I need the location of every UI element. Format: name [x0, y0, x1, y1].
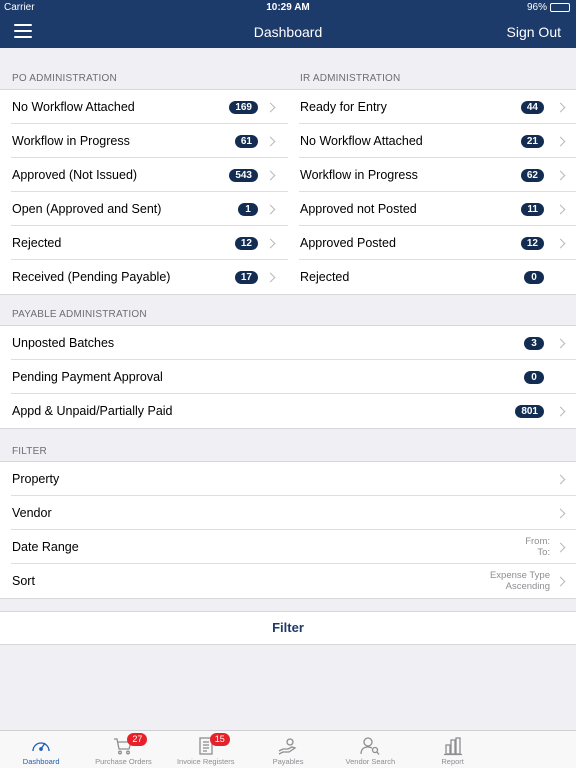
count-badge: 62: [521, 169, 544, 182]
tab-vendor-search[interactable]: [329, 731, 411, 768]
date-from-label: From:: [525, 536, 550, 547]
po-row-open[interactable]: [0, 192, 288, 226]
po-row-rejected[interactable]: [0, 226, 288, 260]
chevron-right-icon: [556, 338, 566, 348]
payable-row-unposted-batches[interactable]: [0, 326, 576, 360]
row-label: Pending Payment Approval: [12, 370, 163, 384]
payable-row-appd-unpaid[interactable]: [0, 394, 576, 428]
chevron-right-icon: [556, 238, 566, 248]
row-label: Open (Approved and Sent): [12, 202, 162, 216]
row-label: Date Range: [12, 540, 79, 554]
filter-row-sort[interactable]: [0, 564, 576, 598]
row-label: Appd & Unpaid/Partially Paid: [12, 404, 173, 418]
invoice-registers-badge: 15: [210, 733, 230, 746]
po-row-no-workflow[interactable]: [0, 90, 288, 124]
tab-label: Dashboard: [22, 757, 60, 766]
row-label: Ready for Entry: [300, 100, 387, 114]
chevron-right-icon: [556, 474, 566, 484]
count-badge: 11: [521, 203, 544, 216]
row-label: Rejected: [12, 236, 62, 250]
count-badge: 61: [235, 135, 258, 148]
row-label: Received (Pending Payable): [12, 270, 171, 284]
chevron-right-icon: [266, 272, 276, 282]
ir-row-approved-not-posted[interactable]: [288, 192, 576, 226]
ir-admin-header: IR ADMINISTRATION: [300, 73, 401, 84]
purchase-orders-badge: 27: [127, 733, 147, 746]
row-label: Rejected: [300, 270, 350, 284]
count-badge: 1: [238, 203, 258, 216]
tab-dashboard[interactable]: [0, 731, 82, 768]
chevron-right-icon: [556, 102, 566, 112]
chevron-right-icon: [266, 102, 276, 112]
row-label: Vendor: [12, 506, 52, 520]
chevron-right-icon: [556, 170, 566, 180]
chevron-right-icon: [556, 136, 566, 146]
ir-row-workflow-in-progress[interactable]: [288, 158, 576, 192]
payable-row-pending-approval: [0, 360, 576, 394]
count-badge: 17: [235, 271, 258, 284]
chevron-right-icon: [266, 238, 276, 248]
tab-label: Payables: [272, 757, 304, 766]
row-label: Workflow in Progress: [12, 134, 130, 148]
chevron-right-icon: [556, 406, 566, 416]
sort-detail: [490, 570, 550, 592]
row-label: Unposted Batches: [12, 336, 115, 350]
status-time: 10:29 AM: [266, 2, 310, 13]
tab-purchase-orders[interactable]: [82, 731, 164, 768]
count-badge: 0: [524, 371, 544, 384]
po-row-approved-not-issued[interactable]: [0, 158, 288, 192]
po-row-received[interactable]: [0, 260, 288, 294]
tab-bar: [0, 730, 576, 768]
row-label: No Workflow Attached: [300, 134, 423, 148]
ir-row-rejected: [288, 260, 576, 294]
ir-row-no-workflow[interactable]: [288, 124, 576, 158]
ir-row-ready-for-entry[interactable]: [288, 90, 576, 124]
chevron-right-icon: [556, 204, 566, 214]
chevron-right-icon: [556, 542, 566, 552]
row-label: Approved (Not Issued): [12, 168, 138, 182]
sort-field-label: Expense Type: [489, 570, 550, 581]
po-admin-list: [0, 89, 288, 295]
ir-admin-list: [288, 89, 576, 295]
battery-indicator: [527, 2, 570, 13]
filter-row-vendor[interactable]: [0, 496, 576, 530]
tab-label: Report: [441, 757, 464, 766]
sign-out-button[interactable]: Sign Out: [506, 24, 561, 40]
count-badge: 169: [229, 101, 258, 114]
filter-row-property[interactable]: [0, 462, 576, 496]
filter-button[interactable]: Filter: [0, 611, 576, 645]
carrier-label: Carrier: [4, 2, 35, 13]
row-label: Property: [12, 472, 60, 486]
battery-percent: 96%: [526, 2, 547, 13]
bar-chart-icon: [442, 736, 464, 756]
row-label: No Workflow Attached: [12, 100, 135, 114]
chevron-right-icon: [266, 136, 276, 146]
filter-list: [0, 461, 576, 599]
date-range-detail: [525, 536, 550, 558]
count-badge: 12: [235, 237, 258, 250]
count-badge: 12: [521, 237, 544, 250]
page-title: Dashboard: [253, 24, 323, 40]
count-badge: 801: [515, 405, 544, 418]
count-badge: 0: [524, 271, 544, 284]
tab-report[interactable]: [411, 731, 493, 768]
row-label: Workflow in Progress: [300, 168, 418, 182]
nav-bar: [0, 16, 576, 48]
battery-icon: [550, 3, 570, 12]
payable-admin-header: PAYABLE ADMINISTRATION: [12, 309, 147, 320]
filter-header: FILTER: [12, 446, 47, 457]
payable-admin-list: [0, 325, 576, 429]
tab-label: Purchase Orders: [95, 757, 152, 766]
tab-invoice-registers[interactable]: [165, 731, 247, 768]
chevron-right-icon: [266, 204, 276, 214]
payables-hand-icon: [277, 736, 299, 756]
tab-payables[interactable]: [247, 731, 329, 768]
count-badge: 543: [229, 169, 258, 182]
sort-order-label: Ascending: [505, 581, 550, 592]
row-label: Approved Posted: [300, 236, 396, 250]
count-badge: 21: [521, 135, 544, 148]
status-bar: [0, 0, 576, 16]
vendor-search-icon: [359, 736, 381, 756]
tab-label: Vendor Search: [345, 757, 396, 766]
tab-label: Invoice Registers: [176, 757, 235, 766]
count-badge: 3: [524, 337, 544, 350]
ir-row-approved-posted[interactable]: [288, 226, 576, 260]
po-admin-header: PO ADMINISTRATION: [12, 73, 117, 84]
po-row-workflow-in-progress[interactable]: [0, 124, 288, 158]
dashboard-gauge-icon: [30, 736, 52, 756]
date-to-label: To:: [537, 547, 550, 558]
filter-row-date-range[interactable]: [0, 530, 576, 564]
chevron-right-icon: [556, 576, 566, 586]
chevron-right-icon: [266, 170, 276, 180]
row-label: Approved not Posted: [300, 202, 417, 216]
row-label: Sort: [12, 574, 35, 588]
app-header: [0, 0, 576, 48]
chevron-right-icon: [556, 508, 566, 518]
count-badge: 44: [521, 101, 544, 114]
